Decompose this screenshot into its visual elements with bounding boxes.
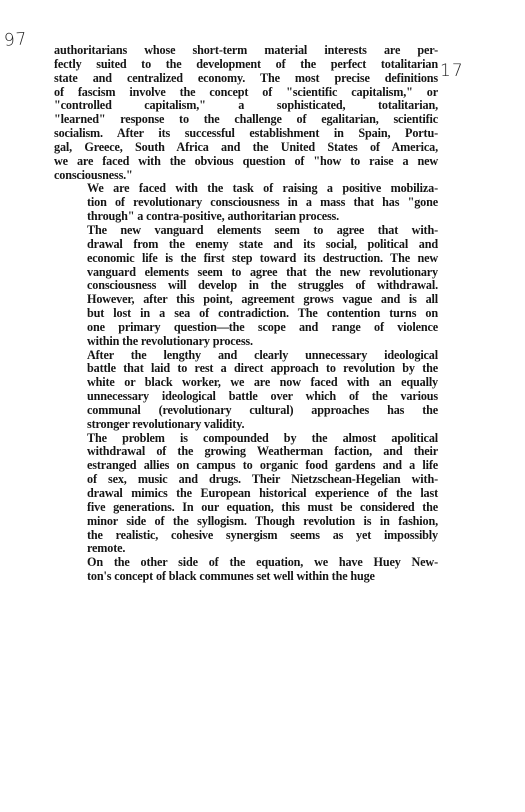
- paragraph: [54, 182, 438, 224]
- paragraph: [54, 556, 438, 584]
- text-line: the realistic, cohesive synergism seems as yet impossibly: [87, 527, 438, 542]
- text-line: we are faced with the obvious question of "how to raise a new: [54, 153, 438, 168]
- paragraph: [54, 224, 438, 349]
- paragraph: [54, 44, 438, 182]
- text-line: After the lengthy and clearly unnecessary ideological: [87, 347, 438, 362]
- text-line: minor side of the syllogism. Though revolution is in fashion,: [87, 513, 438, 528]
- text-line: communal (revolutionary cultural) approaches has the: [87, 402, 438, 417]
- text-line: one primary question—the scope and range of violence: [87, 319, 438, 334]
- text-line: socialism. After its successful establishment in Spain, Portu-: [54, 126, 438, 141]
- text-line: The new vanguard elements seem to agree that with-: [87, 222, 438, 237]
- text-line: tion of revolutionary consciousness in a mass that has "gone: [87, 195, 438, 210]
- text-line: The problem is compounded by the almost apolitical: [87, 430, 438, 445]
- text-line: of fascism involve the concept of "scientific capitalism," or: [54, 84, 438, 99]
- text-line: battle that laid to rest a direct approach to revolution by the: [87, 361, 438, 376]
- text-line: vanguard elements seem to agree that the new revolutionary: [87, 264, 438, 279]
- paragraph: [54, 432, 438, 557]
- text-line: "learned" response to the challenge of egalitarian, scientific: [54, 112, 438, 127]
- text-line: "controlled capitalism," a sophisticated, totalitarian,: [54, 98, 438, 113]
- text-line: economic life is the first step toward its destruction. The new: [87, 250, 438, 265]
- text-line: stronger revolutionary validity.: [87, 416, 245, 431]
- text-line: remote.: [87, 541, 126, 556]
- handwritten-page-number: 97: [3, 29, 29, 51]
- text-line: of sex, music and drugs. Their Nietzschean-Hegelian with-: [87, 472, 438, 487]
- text-line: white or black worker, we are now faced with an equally: [87, 375, 438, 390]
- text-line: estranged allies on campus to organic food gardens and a life: [87, 458, 438, 473]
- text-line: unnecessary ideological battle over which of the various: [87, 389, 438, 404]
- text-line: drawal from the enemy state and its social, political and: [87, 236, 438, 251]
- text-line: consciousness will develop in the struggles of withdrawal.: [87, 278, 438, 293]
- body-text: [54, 44, 438, 584]
- text-line: We are faced with the task of raising a positive mobiliza-: [87, 181, 438, 196]
- handwritten-margin-note: 17: [440, 61, 464, 81]
- text-line: On the other side of the equation, we have Huey New-: [87, 555, 438, 570]
- text-line: within the revolutionary process.: [87, 333, 253, 348]
- text-line: However, after this point, agreement grows vague and is all: [87, 292, 438, 307]
- text-line: authoritarians whose short-term material interests are per-: [54, 43, 438, 57]
- text-line: but lost in a sea of contradiction. The contention turns on: [87, 306, 438, 321]
- text-line: gal, Greece, South Africa and the United States of America,: [54, 139, 438, 154]
- paragraph: [54, 349, 438, 432]
- text-line: through" a contra-positive, authoritarian process.: [87, 209, 340, 224]
- text-line: ton's concept of black communes set well within the huge: [87, 569, 375, 584]
- text-line: drawal mimics the European historical experience of the last: [87, 486, 438, 500]
- text-line: five generations. In our equation, this must be considered the: [87, 499, 438, 514]
- text-line: withdrawal of the growing Weatherman faction, and their: [87, 444, 438, 459]
- text-line: consciousness.": [54, 167, 133, 182]
- text-line: fectly suited to the development of the perfect totalitarian: [54, 56, 438, 71]
- text-line: state and centralized economy. The most precise definitions: [54, 70, 438, 85]
